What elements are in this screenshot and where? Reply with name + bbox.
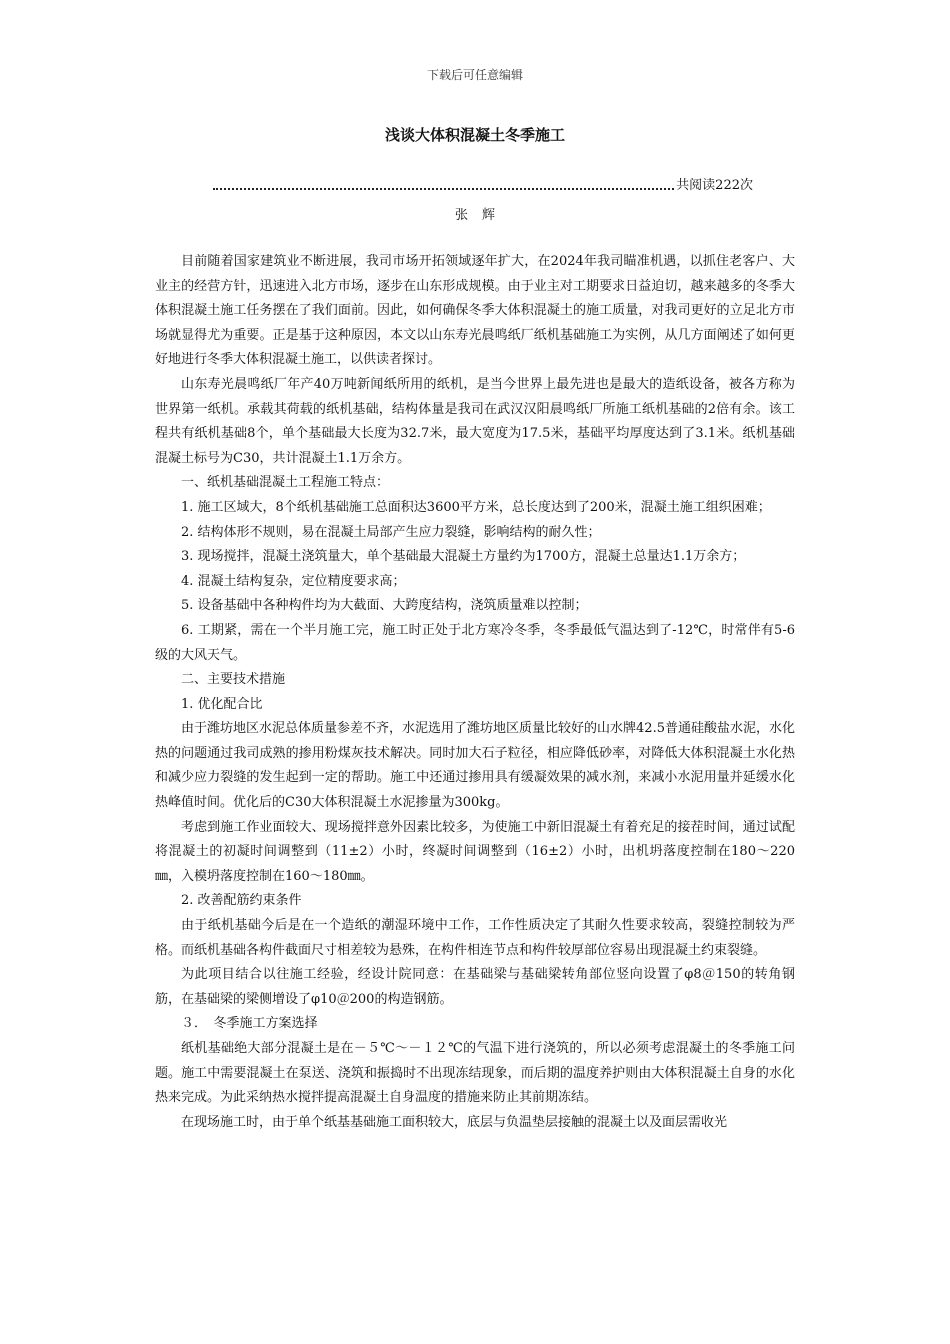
article-title: 浅谈大体积混凝土冬季施工 bbox=[384, 126, 565, 144]
paragraph: 山东寿光晨鸣纸厂年产40万吨新闻纸所用的纸机，是当今世界上最先进也是最大的造纸设备，被各方称为世界第一纸机。承载其荷载的纸机基础，结构体量是我司在武汉汉阳晨鸣纸厂所施工纸机基础的2倍有余。该工程共有纸机基础8个，单个基础最大长度为32.7米，最大宽度为17.5米，基础平均厚度达到了3.1米。纸机基础混凝土标号为C30，共计混凝土1.1万余方。 bbox=[155, 376, 795, 466]
paragraph: 目前随着国家建筑业不断进展，我司市场开拓领域逐年扩大，在2024年我司瞄准机遇，以抓住老客户、大业主的经营方针，迅速进入北方市场，逐步在山东形成规模。由于业主对工期要求日益迫切，越来越多的冬季大体积混凝土施工任务摆在了我们面前。因此，如何确保冬季大体积混凝土的施工质量，对我司更好的立足北方市场就显得尤为重要。正是基于这种原因，本文以山东寿光晨鸣纸厂纸机基础施工为实例，从几方面阐述了如何更好地进行冬季大体积混凝土施工，以供读者探讨。 bbox=[155, 254, 795, 368]
subsection-heading: ３． 冬季施工方案选择 bbox=[181, 1016, 318, 1032]
article-body bbox=[155, 250, 795, 1135]
paragraph: 由于纸机基础今后是在一个造纸的潮湿环境中工作，工作性质决定了其耐久性要求较高，裂缝控制较为严格。而纸机基础各构件截面尺寸相差较为悬殊，在构件相连节点和构件较厚部位容易出现混凝土约束裂缝。 bbox=[155, 918, 795, 958]
author-name: 张辉 bbox=[454, 208, 509, 223]
read-count-line bbox=[213, 174, 753, 193]
paragraph: 为此项目结合以往施工经验，经设计院同意：在基础梁与基础梁转角部位竖向设置了φ8＠150的转角钢筋，在基础梁的梁侧增设了φ10＠200的构造钢筋。 bbox=[155, 967, 795, 1007]
list-item: 5. 设备基础中各种构件均为大截面、大跨度结构，浇筑质量难以控制； bbox=[181, 598, 588, 614]
subsection-heading: 1. 优化配合比 bbox=[181, 696, 263, 712]
header-note: 下载后可任意编辑 bbox=[426, 68, 523, 82]
dotted-leader bbox=[213, 174, 674, 190]
list-item: 6. 工期紧，需在一个半月施工完，施工时正处于北方寒冷冬季，冬季最低气温达到了-12℃，时常伴有5-6级的大风天气。 bbox=[155, 622, 795, 663]
paragraph: 由于潍坊地区水泥总体质量参差不齐，水泥选用了潍坊地区质量比较好的山水牌42.5普通硅酸盐水泥，水化热的问题通过我司成熟的掺用粉煤灰技术解决。同时加大石子粒径，相应降低砂率，对降低大体积混凝土水化热和减少应力裂缝的发生起到一定的帮助。施工中还通过掺用具有缓凝效果的减水剂，来减小水泥用量并延缓水化热峰值时间。优化后的C30大体积混凝土水泥掺量为300kg。 bbox=[155, 721, 795, 811]
list-item: 4. 混凝土结构复杂，定位精度要求高； bbox=[181, 573, 406, 589]
list-item: 1. 施工区域大，8个纸机基础施工总面积达3600平方米，总长度达到了200米，混凝土施工组织困难； bbox=[181, 499, 771, 515]
list-item: 2. 结构体形不规则，易在混凝土局部产生应力裂缝，影响结构的耐久性； bbox=[181, 524, 601, 540]
read-count: 共阅读222次 bbox=[676, 178, 753, 193]
list-item: 3. 现场搅拌，混凝土浇筑量大，单个基础最大混凝土方量约为1700方，混凝土总量达1.1万余方； bbox=[181, 549, 746, 565]
paragraph: 在现场施工时，由于单个纸基基础施工面积较大，底层与负温垫层接触的混凝土以及面层需收光 bbox=[181, 1114, 728, 1130]
section-heading: 二、主要技术措施 bbox=[181, 672, 286, 688]
section-heading: 一、纸机基础混凝土工程施工特点： bbox=[181, 475, 390, 491]
paragraph: 纸机基础绝大部分混凝土是在－５℃～－１２℃的气温下进行浇筑的，所以必须考虑混凝土的冬季施工问题。施工中需要混凝土在泵送、浇筑和振捣时不出现冻结现象，而后期的温度养护则由大体积混凝土自身的水化热来完成。为此采纳热水搅拌提高混凝土自身温度的措施来防止其前期冻结。 bbox=[155, 1041, 795, 1106]
subsection-heading: 2. 改善配筋约束条件 bbox=[181, 893, 302, 909]
paragraph: 考虑到施工作业面较大、现场搅拌意外因素比较多，为使施工中新旧混凝土有着充足的接茬时间，通过试配将混凝土的初凝时间调整到（11±2）小时，终凝时间调整到（16±2）小时，出机坍落度控制在180～220㎜，入模坍落度控制在160～180㎜。 bbox=[155, 819, 795, 884]
